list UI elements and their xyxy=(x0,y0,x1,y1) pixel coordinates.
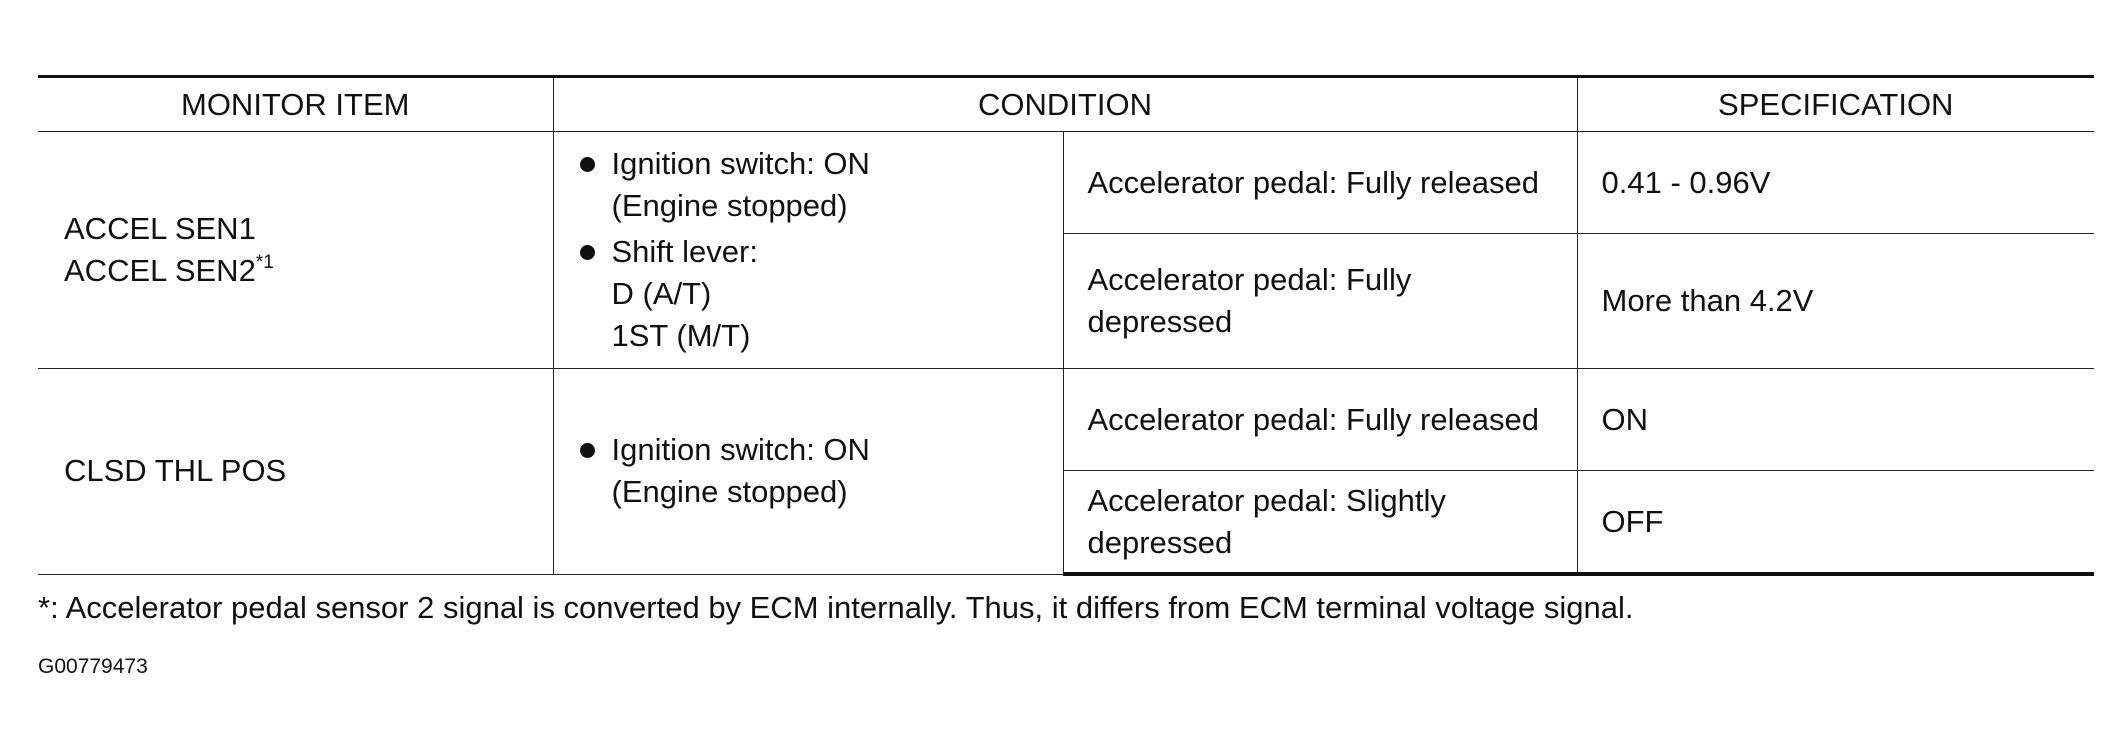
header-monitor-item: MONITOR ITEM xyxy=(38,77,553,132)
table-row xyxy=(38,132,2094,234)
header-row xyxy=(38,77,2094,132)
pedal-state-cell: Accelerator pedal: Fully depressed xyxy=(1063,234,1577,369)
bullet-icon xyxy=(580,157,595,172)
specification-cell: 0.41 - 0.96V xyxy=(1577,132,2094,234)
pedal-state-cell: Accelerator pedal: Fully released xyxy=(1063,132,1577,234)
bullet-icon xyxy=(580,443,595,458)
footnote: *: Accelerator pedal sensor 2 signal is converted by ECM internally. Thus, it differs from ECM terminal voltage signal. xyxy=(38,590,1634,625)
specification-cell: More than 4.2V xyxy=(1577,234,2094,369)
specification-cell: OFF xyxy=(1577,471,2094,575)
pedal-state-cell: Accelerator pedal: Slightly depressed xyxy=(1063,471,1577,575)
condition-bullet: Ignition switch: ON (Engine stopped) xyxy=(578,429,1039,513)
header-condition: CONDITION xyxy=(553,77,1577,132)
condition-bullet: Shift lever: D (A/T) 1ST (M/T) xyxy=(578,231,1039,357)
monitor-item-cell-accel-sen xyxy=(38,132,553,369)
specification-table xyxy=(38,75,2094,576)
condition-cell-accel-sen xyxy=(553,132,1063,369)
condition-bullet: Ignition switch: ON (Engine stopped) xyxy=(578,143,1039,227)
table-row xyxy=(38,369,2094,471)
header-specification: SPECIFICATION xyxy=(1577,77,2094,132)
figure-id: G00779473 xyxy=(38,655,148,678)
monitor-item-accel-sen2: ACCEL SEN2$^{*1}$ xyxy=(64,252,274,288)
pedal-state-cell: Accelerator pedal: Fully released xyxy=(1063,369,1577,471)
monitor-item-accel-sen1: ACCEL SEN1 xyxy=(64,211,256,247)
specification-cell: ON xyxy=(1577,369,2094,471)
bullet-icon xyxy=(580,245,595,260)
condition-cell-clsd-thl-pos xyxy=(553,369,1063,575)
footnote-marker: *1 xyxy=(255,252,274,273)
monitor-item-clsd-thl-pos: CLSD THL POS xyxy=(38,369,553,575)
